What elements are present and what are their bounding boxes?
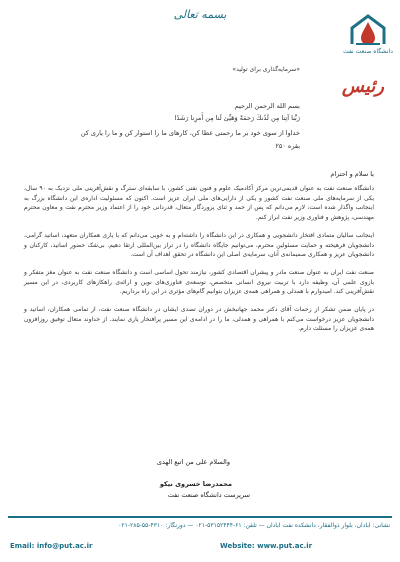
signer-title: سرپرست دانشگاه صنعت نفت xyxy=(167,491,250,499)
university-logo xyxy=(346,6,390,64)
paragraph: اینجانب سالیان متمادی افتخار دانشجویی و همکاری در این دانشگاه را داشته‌ام و به خوبی می‌دانم که با یاری همکاران متعهد، اساتید گرامی، دانشجویان فرهیخته و حمایت مسئولین محترم، می‌توانیم جایگاه دانشگاه را در تراز بین‌المللی ارتقا دهیم. بی‌شک حضور اساتید، کارکنان و دانشجویان عزیز و همکاری صمیمانه‌ی آنان، سرمایه‌ی اصلی این دانشگاه در تحقق اهداف آن است. xyxy=(24,231,374,259)
basmala: بسم الله الرحمن الرحیم xyxy=(234,102,300,110)
header-title: بسمه تعالی xyxy=(173,8,227,21)
verse-translation: خداوا از سوی خود بر ما رحمتی عطا کن، کارهای ما را استوار کن و ما را یاری کن xyxy=(80,129,300,137)
footer-email-link[interactable]: Email: info@put.ac.ir xyxy=(10,542,93,550)
letter-footer xyxy=(0,516,400,562)
paragraph: صنعت نفت ایران به عنوان صنعت مادر و پیشران اقتصادی کشور، نیازمند تحول اساسی است و دانشگاه صنعت نفت به عنوان مغز متفکر و بازوی علمی آن، وظیفه دارد با تربیت نیروی انسانی متخصص، توسعه‌ی فناوری‌های نوین و ارائه‌ی راهکارهای کاربردی، در این مسیر نقش‌آفرینی کند. امیدوارم با همدلی و همراهی همه‌ی عزیزان بتوانیم گام‌های مؤثری در این راه برداریم. xyxy=(24,268,374,296)
oil-drop-logo-icon xyxy=(346,6,390,50)
paragraph: در پایان ضمن تشکر از زحمات آقای دکتر محمد جهانبخش در دوران تصدی ایشان در دانشگاه صنعت نفت، از تمامی همکاران، اساتید و دانشجویان عزیز درخواست می‌کنم با همراهی و همدلی، ما را در ادامه‌ی این مسیر پرافتخار یاری نمایند. از خداوند متعال توفیق روزافزون همه‌ی عزیزان را مسئلت دارم. xyxy=(24,306,374,333)
footer-contact xyxy=(10,542,390,554)
footer-divider xyxy=(8,516,392,518)
logo-caption: دانشگاه صنعت نفت xyxy=(343,48,393,55)
letter-body xyxy=(24,184,374,342)
footer-address: نشانی: آبادان، بلوار ذوالفقار، دانشکده نفت آبادان — تلفن: ۶۱-۵۳۱۵۲۴۴۴-۰۲۱ — دورنگار: ۴۳۱۰-۵۵-۲۸۵-۰۲۱ xyxy=(118,522,390,529)
verse-reference: بقره ۲۵۰ xyxy=(275,142,300,150)
president-signature-mark: رئیس xyxy=(341,76,384,97)
slogan: «سرمایه‌گذاری برای تولید» xyxy=(232,66,300,73)
greeting: با سلام و احترام xyxy=(330,170,374,178)
signer-name: محمدرضا خسروی نیکو xyxy=(159,480,232,488)
paragraph: دانشگاه صنعت نفت به عنوان قدیمی‌ترین مرکز آکادمیک علوم و فنون نفتی کشور، با سابقه‌ای سترگ و نقش‌آفرینی ملی نزدیک به ۹۰ سال، یکی از سرمایه‌های ملی صنعت نفت کشور و یکی از دارایی‌های ملی ایران عزیز است. اکنون که مسئولیت اداره‌ی این دانشگاه بزرگ به اینجانب واگذار شده است، لازم می‌دانم که پس از حمد و ثنای پروردگار متعال، قدردانی خود را از اعتماد وزیر محترم نفت و معاون محترم مهندسی، پژوهش و فناوری وزیر نفت ابراز کنم. xyxy=(24,185,374,222)
quran-verse: رَبَّنا آتِنا مِن لَدُنكَ رَحمَةً وَهَيِّئ لَنا مِن أَمرِنا رَشَدًا xyxy=(174,114,300,122)
closing-phrase: والسلام علی من اتبع الهدی xyxy=(156,458,230,466)
footer-website-link[interactable]: Website: www.put.ac.ir xyxy=(220,542,313,550)
